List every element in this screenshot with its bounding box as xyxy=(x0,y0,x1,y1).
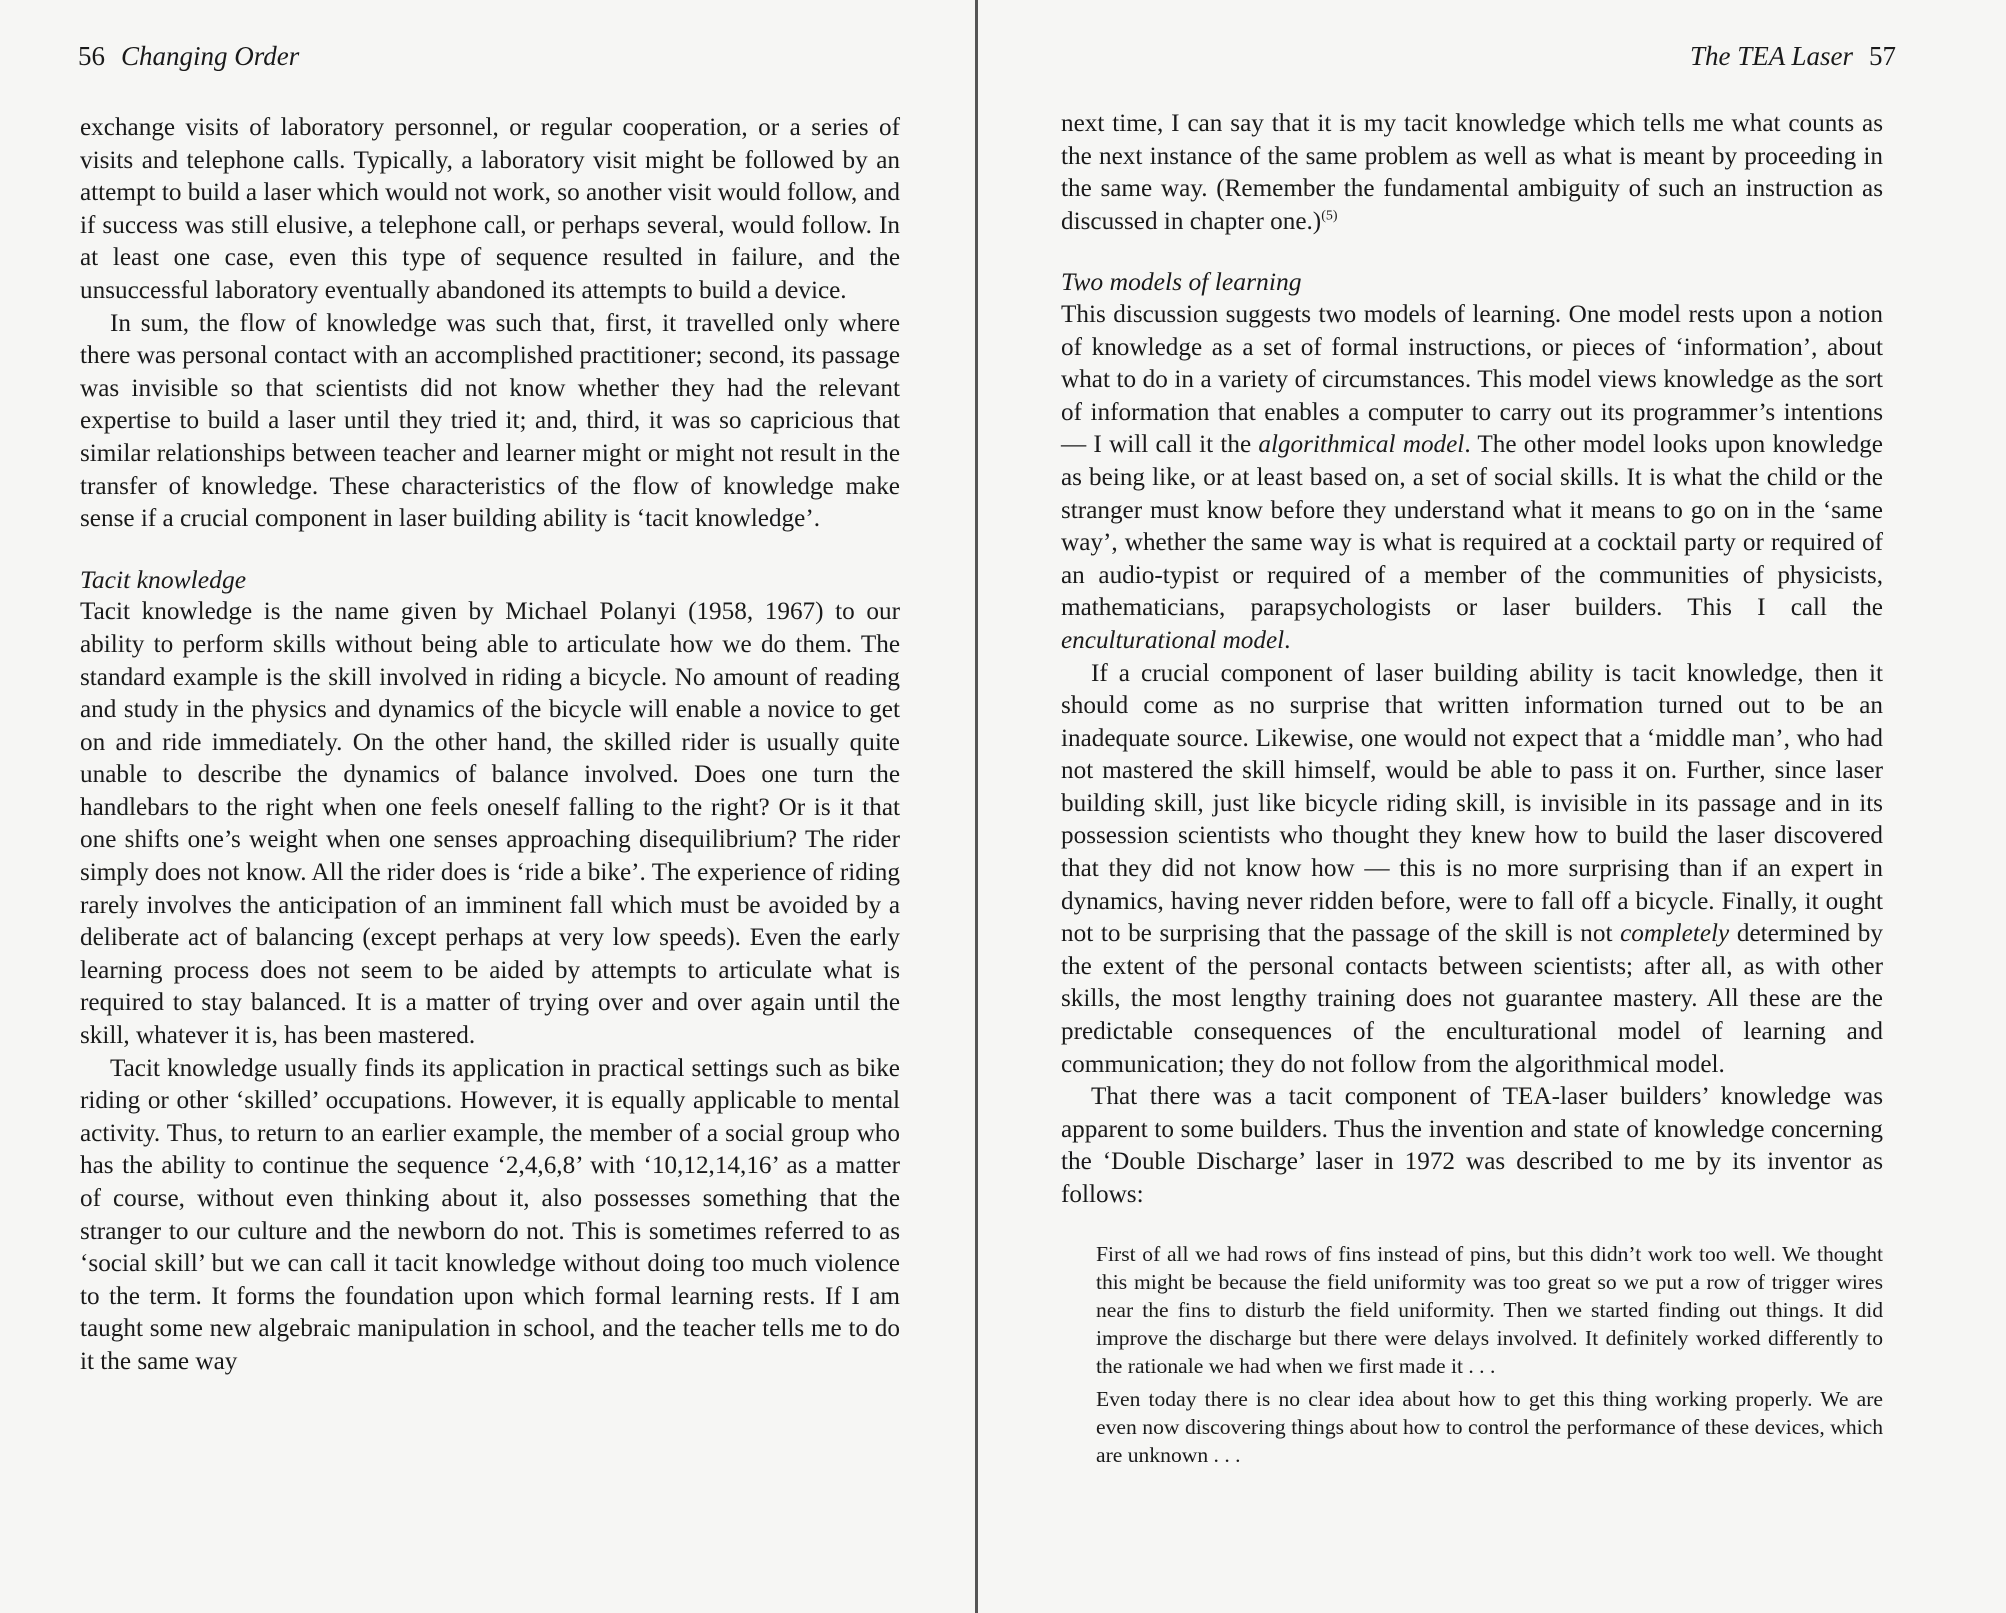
right-paragraph-3-part-b: determined by the extent of the personal contacts between scientists; after all, as with other skills, the most lengthy training does not guarantee mastery. All these are the predictable consequences of the enculturational model of learning and communication; they do not follow from the algorithmical model. xyxy=(1061,920,1883,1078)
right-paragraph-2-part-a: This discussion suggests two models of learning. One model rests upon a notion of knowledge as a set of formal instructions, or pieces of ‘information’, about what to do in a variety of circumstances. This model views knowledge as the sort of information that enables a computer to carry out its programmer’s intentions — I will call it the xyxy=(1061,300,1883,459)
left-paragraph-1: exchange visits of laboratory personnel, or regular cooperation, or a series of visits and telephone calls. Typically, a laboratory visit might be followed by an attempt to build a laser which would not work, so another visit would follow, and if success was still elusive, a telephone call, or perhaps several, would follow. In at least one case, even this type of sequence resulted in failure, and the unsuccessful laboratory eventually abandoned its attempts to build a device. xyxy=(80,114,900,304)
left-running-title: Changing Order xyxy=(121,41,300,71)
quote-paragraph-1: First of all we had rows of fins instead of pins, but this didn’t work too well. We thought this might be because the field uniformity was too great so we put a row of trigger wires near the fins to disturb the field uniformity. Then we started finding out things. It did improve the discharge but there were delays involved. It definitely worked differently to the rationale we had when we first made it . . . xyxy=(1096,1241,1883,1379)
right-paragraph-2 xyxy=(1061,299,1883,658)
inventor-quote xyxy=(1061,1240,1883,1470)
right-paragraph-3-part-a: If a crucial component of laser building ability is tacit knowledge, then it should come as no surprise that written information turned out to be an inadequate source. Likewise, one would not expect that a ‘middle man’, who had not mastered the skill himself, would be able to pass it on. Further, since laser building skill, just like bicycle riding skill, is invisible in its passage and in its possession scientists who thought they knew how to build the laser discovered that they did not know how — this is no more surprising than if an expert in dynamics, having never ridden before, were to fall off a bicycle. Finally, it ought not to be surprising that the passage of the skill is not xyxy=(1061,659,1883,948)
quote-paragraph-2: Even today there is no clear idea about how to get this thing working properly. We are even now discovering things about how to control the performance of these devices, which are unknown . . . xyxy=(1096,1386,1883,1468)
right-page-number: 57 xyxy=(1869,41,1896,71)
left-page xyxy=(0,0,975,1613)
right-paragraph-1-text: next time, I can say that it is my tacit knowledge which tells me what counts as the next instance of the same problem as well as what is meant by proceeding in the same way. (Remember the fundamental ambiguity of such an instruction as discussed in chapter one.) xyxy=(1061,110,1883,235)
right-running-title: The TEA Laser xyxy=(1689,41,1853,71)
left-text-column xyxy=(80,112,900,1379)
right-paragraph-2-part-c: . xyxy=(1284,626,1291,654)
section-heading-tacit-knowledge: Tacit knowledge xyxy=(80,564,247,594)
term-enculturational-model: enculturational model xyxy=(1061,626,1285,654)
right-running-head xyxy=(1690,38,1896,74)
right-paragraph-1 xyxy=(1061,108,1883,238)
left-paragraph-4: Tacit knowledge usually finds its application in practical settings such as bike riding or other ‘skilled’ occupations. However, it is equally applicable to mental activity. Thus, to return to an earlier example, the member of a social group who has the ability to continue the sequence ‘2,4,6,8’ with ‘10,12,14,16’ as a matter of course, without even thinking about it, also possesses something that the stranger to our culture and the newborn do not. This is sometimes referred to as ‘social skill’ but we can call it tacit knowledge without doing too much violence to the term. It forms the foundation upon which formal learning rests. If I am taught some new algebraic manipulation in school, and the teacher tells me to do it the same way xyxy=(80,1054,900,1375)
left-page-number: 56 xyxy=(78,41,105,71)
right-paragraph-2-part-b: . The other model looks upon knowledge as being like, or at least based on, a set of social skills. It is what the child or the stranger must know before they understand what it means to go on in the ‘same way’, whether the same way is what is required at a cocktail party or required of an audio-typist or required of a member of the communities of physicists, mathematicians, parapsychologists or laser builders. This I call the xyxy=(1061,431,1883,622)
footnote-marker: (5) xyxy=(1321,208,1338,224)
right-paragraph-3 xyxy=(1061,658,1883,1082)
left-paragraph-2: In sum, the flow of knowledge was such that, first, it travelled only where there was personal contact with an accomplished practitioner; second, its passage was invisible so that scientists did not know whether they had the relevant expertise to build a laser until they tried it; and, third, it was so capricious that similar relationships between teacher and learner might or might not result in the transfer of knowledge. These characteristics of the flow of knowledge make sense if a crucial component in laser building ability is ‘tacit knowledge’. xyxy=(80,309,900,533)
right-paragraph-4: That there was a tacit component of TEA-laser builders’ knowledge was apparent to some builders. Thus the invention and state of knowledge concerning the ‘Double Discharge’ laser in 1972 was described to me by its inventor as follows: xyxy=(1061,1083,1883,1208)
right-page xyxy=(978,0,2006,1613)
term-algorithmical-model: algorithmical model xyxy=(1258,431,1465,459)
emphasis-completely: completely xyxy=(1620,920,1730,948)
section-heading-two-models: Two models of learning xyxy=(1061,267,1302,297)
right-text-column xyxy=(1061,108,1883,1469)
left-paragraph-3: Tacit knowledge is the name given by Michael Polanyi (1958, 1967) to our ability to perform skills without being able to articulate how we do them. The standard example is the skill involved in riding a bicycle. No amount of reading and study in the physics and dynamics of the bicycle will enable a novice to get on and ride immediately. On the other hand, the skilled rider is usually quite unable to describe the dynamics of balance involved. Does one turn the handlebars to the right when one feels oneself falling to the right? Or is it that one shifts one’s weight when one senses approaching disequilibrium? The rider simply does not know. All the rider does is ‘ride a bike’. The experience of riding rarely involves the anticipation of an imminent fall which must be avoided by a deliberate act of balancing (except perhaps at very low speeds). Even the early learning process does not seem to be aided by attempts to articulate what is required to stay balanced. It is a matter of trying over and over again until the skill, whatever it is, has been mastered. xyxy=(80,598,900,1050)
left-running-head xyxy=(78,38,299,74)
